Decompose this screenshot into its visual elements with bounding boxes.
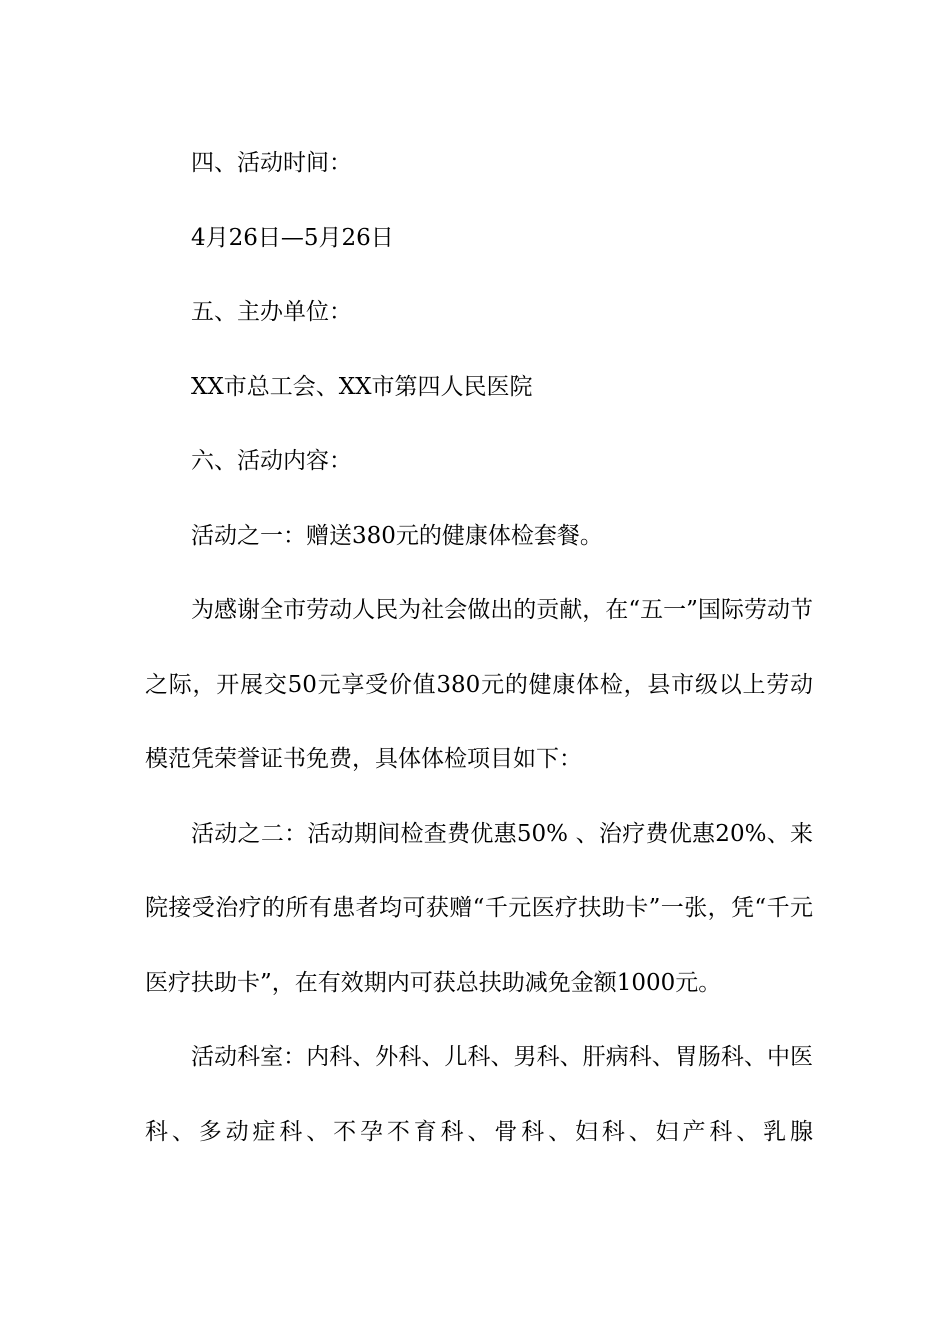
activity-two-description: 活动之二：活动期间检查费优惠50% 、治疗费优惠20%、来院接受治疗的所有患者均可获赠“千元医疗扶助卡”一张，凭“千元医疗扶助卡”，在有效期内可获总扶助减免金额1000元。 bbox=[145, 820, 813, 996]
activity-one-description: 为感谢全市劳动人民为社会做出的贡献，在“五一”国际劳动节之际，开展交50元享受价值380元的健康体检，县市级以上劳动模范凭荣誉证书免费，具体体检项目如下： bbox=[145, 597, 813, 772]
section-heading-activity-content: 六、活动内容： bbox=[191, 448, 352, 474]
activity-one-title: 活动之一：赠送380元的健康体检套餐。 bbox=[191, 522, 603, 549]
section-heading-activity-time: 四、活动时间： bbox=[191, 150, 352, 176]
section-heading-organizer: 五、主办单位： bbox=[191, 299, 352, 325]
organizer-value: XX市总工会、XX市第四人民医院 bbox=[191, 373, 533, 400]
activity-departments: 活动科室：内科、外科、儿科、男科、肝病科、胃肠科、中医科、多动症科、不孕不育科、骨科、妇科、妇产科、乳腺 bbox=[145, 1044, 813, 1145]
document-body bbox=[145, 126, 813, 1169]
activity-time-value: 4月26日—5月26日 bbox=[191, 224, 394, 251]
